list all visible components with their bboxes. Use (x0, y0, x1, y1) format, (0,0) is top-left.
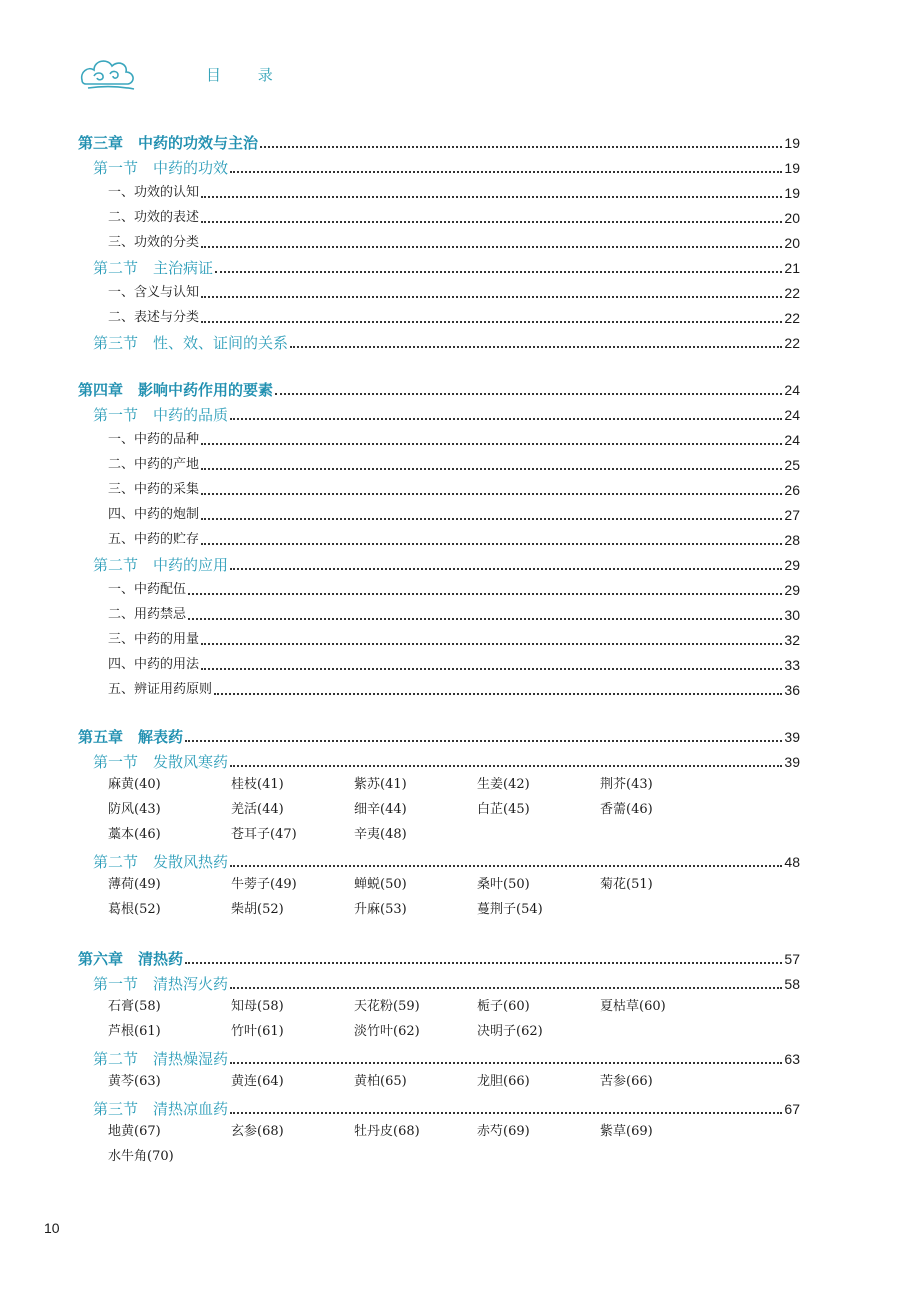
toc-page-number: 29 (784, 582, 800, 598)
toc-page-number: 30 (784, 607, 800, 623)
herb-entry: 细辛(44) (354, 802, 407, 817)
toc-item-title: 三、中药的采集 (108, 482, 200, 497)
herb-entry: 苦参(66) (600, 1074, 653, 1089)
toc-page-number: 27 (784, 507, 800, 523)
toc-item-row[interactable] (78, 625, 800, 650)
toc-item-row[interactable] (78, 303, 800, 328)
toc-item-title: 三、中药的用量 (108, 632, 200, 647)
toc-item-title: 二、表述与分类 (108, 310, 200, 325)
toc-section-row[interactable] (78, 1044, 800, 1069)
toc-item-title: 五、辨证用药原则 (108, 682, 213, 697)
toc-item-title: 一、功效的认知 (108, 185, 200, 200)
herb-entry: 升麻(53) (354, 902, 407, 917)
herb-entry: 知母(58) (231, 999, 284, 1014)
dot-leader (201, 643, 782, 645)
toc-page-number: 19 (784, 160, 800, 176)
herb-entry: 薄荷(49) (108, 877, 161, 892)
toc-page-number: 22 (784, 335, 800, 351)
herb-list (78, 872, 800, 922)
herb-entry: 苍耳子(47) (231, 827, 297, 842)
toc-item-row[interactable] (78, 500, 800, 525)
page-number: 10 (44, 1220, 60, 1236)
herb-entry: 黄连(64) (231, 1074, 284, 1089)
herb-entry: 赤芍(69) (477, 1124, 530, 1139)
toc-section-row[interactable] (78, 847, 800, 872)
dot-leader (201, 668, 782, 670)
toc-section-title: 第三节 性、效、证间的关系 (93, 334, 289, 352)
toc-page-number: 24 (784, 382, 800, 398)
toc-chapter-title: 第四章 影响中药作用的要素 (78, 381, 274, 399)
herb-entry: 夏枯草(60) (600, 999, 666, 1014)
herb-entry: 竹叶(61) (231, 1024, 284, 1039)
dot-leader (201, 221, 782, 223)
herb-entry: 牛蒡子(49) (231, 877, 297, 892)
herb-entry: 栀子(60) (477, 999, 530, 1014)
toc-page-number: 32 (784, 632, 800, 648)
toc-section-title: 第一节 中药的功效 (93, 159, 229, 177)
herb-entry: 紫草(69) (600, 1124, 653, 1139)
toc-page-number: 22 (784, 285, 800, 301)
dot-leader (215, 271, 782, 273)
dot-leader (188, 593, 782, 595)
toc-page-number: 24 (784, 432, 800, 448)
toc-page-number: 39 (784, 754, 800, 770)
herb-entry: 柴胡(52) (231, 902, 284, 917)
dot-leader (230, 765, 782, 767)
herb-entry: 藁本(46) (108, 827, 161, 842)
herb-entry: 蝉蜕(50) (354, 877, 407, 892)
herb-entry: 玄参(68) (231, 1124, 284, 1139)
toc-page-number: 57 (784, 951, 800, 967)
section-spacer (78, 353, 800, 375)
toc-section-title: 第二节 清热燥湿药 (93, 1050, 229, 1068)
herb-entry: 荆芥(43) (600, 777, 653, 792)
herb-entry: 辛夷(48) (354, 827, 407, 842)
herb-entry: 桂枝(41) (231, 777, 284, 792)
toc-page-number: 20 (784, 235, 800, 251)
toc-item-row[interactable] (78, 600, 800, 625)
toc-item-title: 三、功效的分类 (108, 235, 200, 250)
toc-page-number: 22 (784, 310, 800, 326)
toc-item-title: 四、中药的炮制 (108, 507, 200, 522)
dot-leader (230, 1062, 782, 1064)
toc-section-row[interactable] (78, 747, 800, 772)
herb-entry: 麻黄(40) (108, 777, 161, 792)
toc-page-number: 28 (784, 532, 800, 548)
herb-entry: 天花粉(59) (354, 999, 420, 1014)
toc-chapter-row[interactable] (78, 375, 800, 400)
toc-item-title: 二、用药禁忌 (108, 607, 187, 622)
dot-leader (185, 962, 782, 964)
toc-item-row[interactable] (78, 203, 800, 228)
toc-chapter-title: 第五章 解表药 (78, 728, 184, 746)
toc-section-title: 第一节 发散风寒药 (93, 753, 229, 771)
auspicious-cloud-icon (78, 50, 138, 94)
toc-page-number: 39 (784, 729, 800, 745)
toc-item-row[interactable] (78, 278, 800, 303)
toc-item-title: 一、中药配伍 (108, 582, 187, 597)
herb-list (78, 994, 800, 1044)
herb-entry: 黄芩(63) (108, 1074, 161, 1089)
toc-item-row[interactable] (78, 450, 800, 475)
dot-leader (230, 568, 782, 570)
toc-item-row[interactable] (78, 425, 800, 450)
herb-entry: 决明子(62) (477, 1024, 543, 1039)
herb-entry: 生姜(42) (477, 777, 530, 792)
herb-entry: 牡丹皮(68) (354, 1124, 420, 1139)
section-spacer (78, 922, 800, 944)
herb-list (78, 1069, 800, 1094)
toc-item-title: 五、中药的贮存 (108, 532, 200, 547)
toc-page-number: 24 (784, 407, 800, 423)
herb-entry: 龙胆(66) (477, 1074, 530, 1089)
toc-item-title: 一、含义与认知 (108, 285, 200, 300)
herb-entry: 淡竹叶(62) (354, 1024, 420, 1039)
herb-entry: 桑叶(50) (477, 877, 530, 892)
herb-entry: 香薷(46) (600, 802, 653, 817)
toc-chapter-row[interactable] (78, 944, 800, 969)
toc-page-number: 33 (784, 657, 800, 673)
toc-section-title: 第二节 主治病证 (93, 259, 214, 277)
dot-leader (201, 543, 782, 545)
toc-section-title: 第二节 发散风热药 (93, 853, 229, 871)
toc-chapter-title: 第三章 中药的功效与主治 (78, 134, 259, 152)
toc-item-row[interactable] (78, 525, 800, 550)
toc-item-title: 二、功效的表述 (108, 210, 200, 225)
dot-leader (201, 518, 782, 520)
dot-leader (214, 693, 782, 695)
toc-section-row[interactable] (78, 1094, 800, 1119)
toc-item-row[interactable] (78, 575, 800, 600)
herb-entry: 菊花(51) (600, 877, 653, 892)
herb-entry: 羌活(44) (231, 802, 284, 817)
toc-section-title: 第三节 清热凉血药 (93, 1100, 229, 1118)
toc-section-row[interactable] (78, 550, 800, 575)
toc-section-title: 第二节 中药的应用 (93, 556, 229, 574)
dot-leader (230, 865, 782, 867)
dot-leader (275, 393, 782, 395)
toc-page-number: 58 (784, 976, 800, 992)
herb-entry: 白芷(45) (477, 802, 530, 817)
toc-page-number: 19 (784, 135, 800, 151)
herb-entry: 防风(43) (108, 802, 161, 817)
toc-item-row[interactable] (78, 228, 800, 253)
toc-section-row[interactable] (78, 328, 800, 353)
toc-page-number: 26 (784, 482, 800, 498)
toc-chapter-row[interactable] (78, 128, 800, 153)
dot-leader (185, 740, 782, 742)
toc-page-number: 25 (784, 457, 800, 473)
herb-entry: 蔓荆子(54) (477, 902, 543, 917)
herb-entry: 水牛角(70) (108, 1149, 174, 1164)
toc-page-number: 21 (784, 260, 800, 276)
dot-leader (201, 493, 782, 495)
toc-section-row[interactable] (78, 153, 800, 178)
herb-entry: 紫苏(41) (354, 777, 407, 792)
dot-leader (230, 987, 782, 989)
herb-entry: 葛根(52) (108, 902, 161, 917)
dot-leader (201, 196, 782, 198)
herb-entry: 黄柏(65) (354, 1074, 407, 1089)
toc-item-title: 四、中药的用法 (108, 657, 200, 672)
herb-entry: 石膏(58) (108, 999, 161, 1014)
toc-section-row[interactable] (78, 253, 800, 278)
dot-leader (201, 443, 782, 445)
toc-page-number: 67 (784, 1101, 800, 1117)
page-title: 目 录 (206, 66, 289, 84)
section-spacer (78, 700, 800, 722)
dot-leader (260, 146, 782, 148)
toc-item-row[interactable] (78, 675, 800, 700)
herb-list (78, 772, 800, 847)
toc-chapter-title: 第六章 清热药 (78, 950, 184, 968)
herb-list (78, 1119, 800, 1169)
toc-item-title: 二、中药的产地 (108, 457, 200, 472)
toc-item-row[interactable] (78, 650, 800, 675)
dot-leader (230, 418, 782, 420)
toc-page-number: 19 (784, 185, 800, 201)
toc-page-number: 48 (784, 854, 800, 870)
table-of-contents (78, 128, 800, 1169)
toc-item-row[interactable] (78, 475, 800, 500)
dot-leader (201, 321, 782, 323)
herb-entry: 芦根(61) (108, 1024, 161, 1039)
toc-chapter-row[interactable] (78, 722, 800, 747)
dot-leader (188, 618, 782, 620)
toc-item-row[interactable] (78, 178, 800, 203)
toc-section-row[interactable] (78, 969, 800, 994)
toc-page-number: 29 (784, 557, 800, 573)
toc-section-title: 第一节 中药的品质 (93, 406, 229, 424)
toc-section-row[interactable] (78, 400, 800, 425)
toc-page-number: 20 (784, 210, 800, 226)
dot-leader (230, 171, 782, 173)
dot-leader (201, 246, 782, 248)
page-header (78, 50, 378, 94)
toc-page-number: 63 (784, 1051, 800, 1067)
dot-leader (201, 468, 782, 470)
dot-leader (290, 346, 782, 348)
toc-item-title: 一、中药的品种 (108, 432, 200, 447)
herb-entry: 地黄(67) (108, 1124, 161, 1139)
dot-leader (230, 1112, 782, 1114)
dot-leader (201, 296, 782, 298)
toc-page-number: 36 (784, 682, 800, 698)
toc-section-title: 第一节 清热泻火药 (93, 975, 229, 993)
